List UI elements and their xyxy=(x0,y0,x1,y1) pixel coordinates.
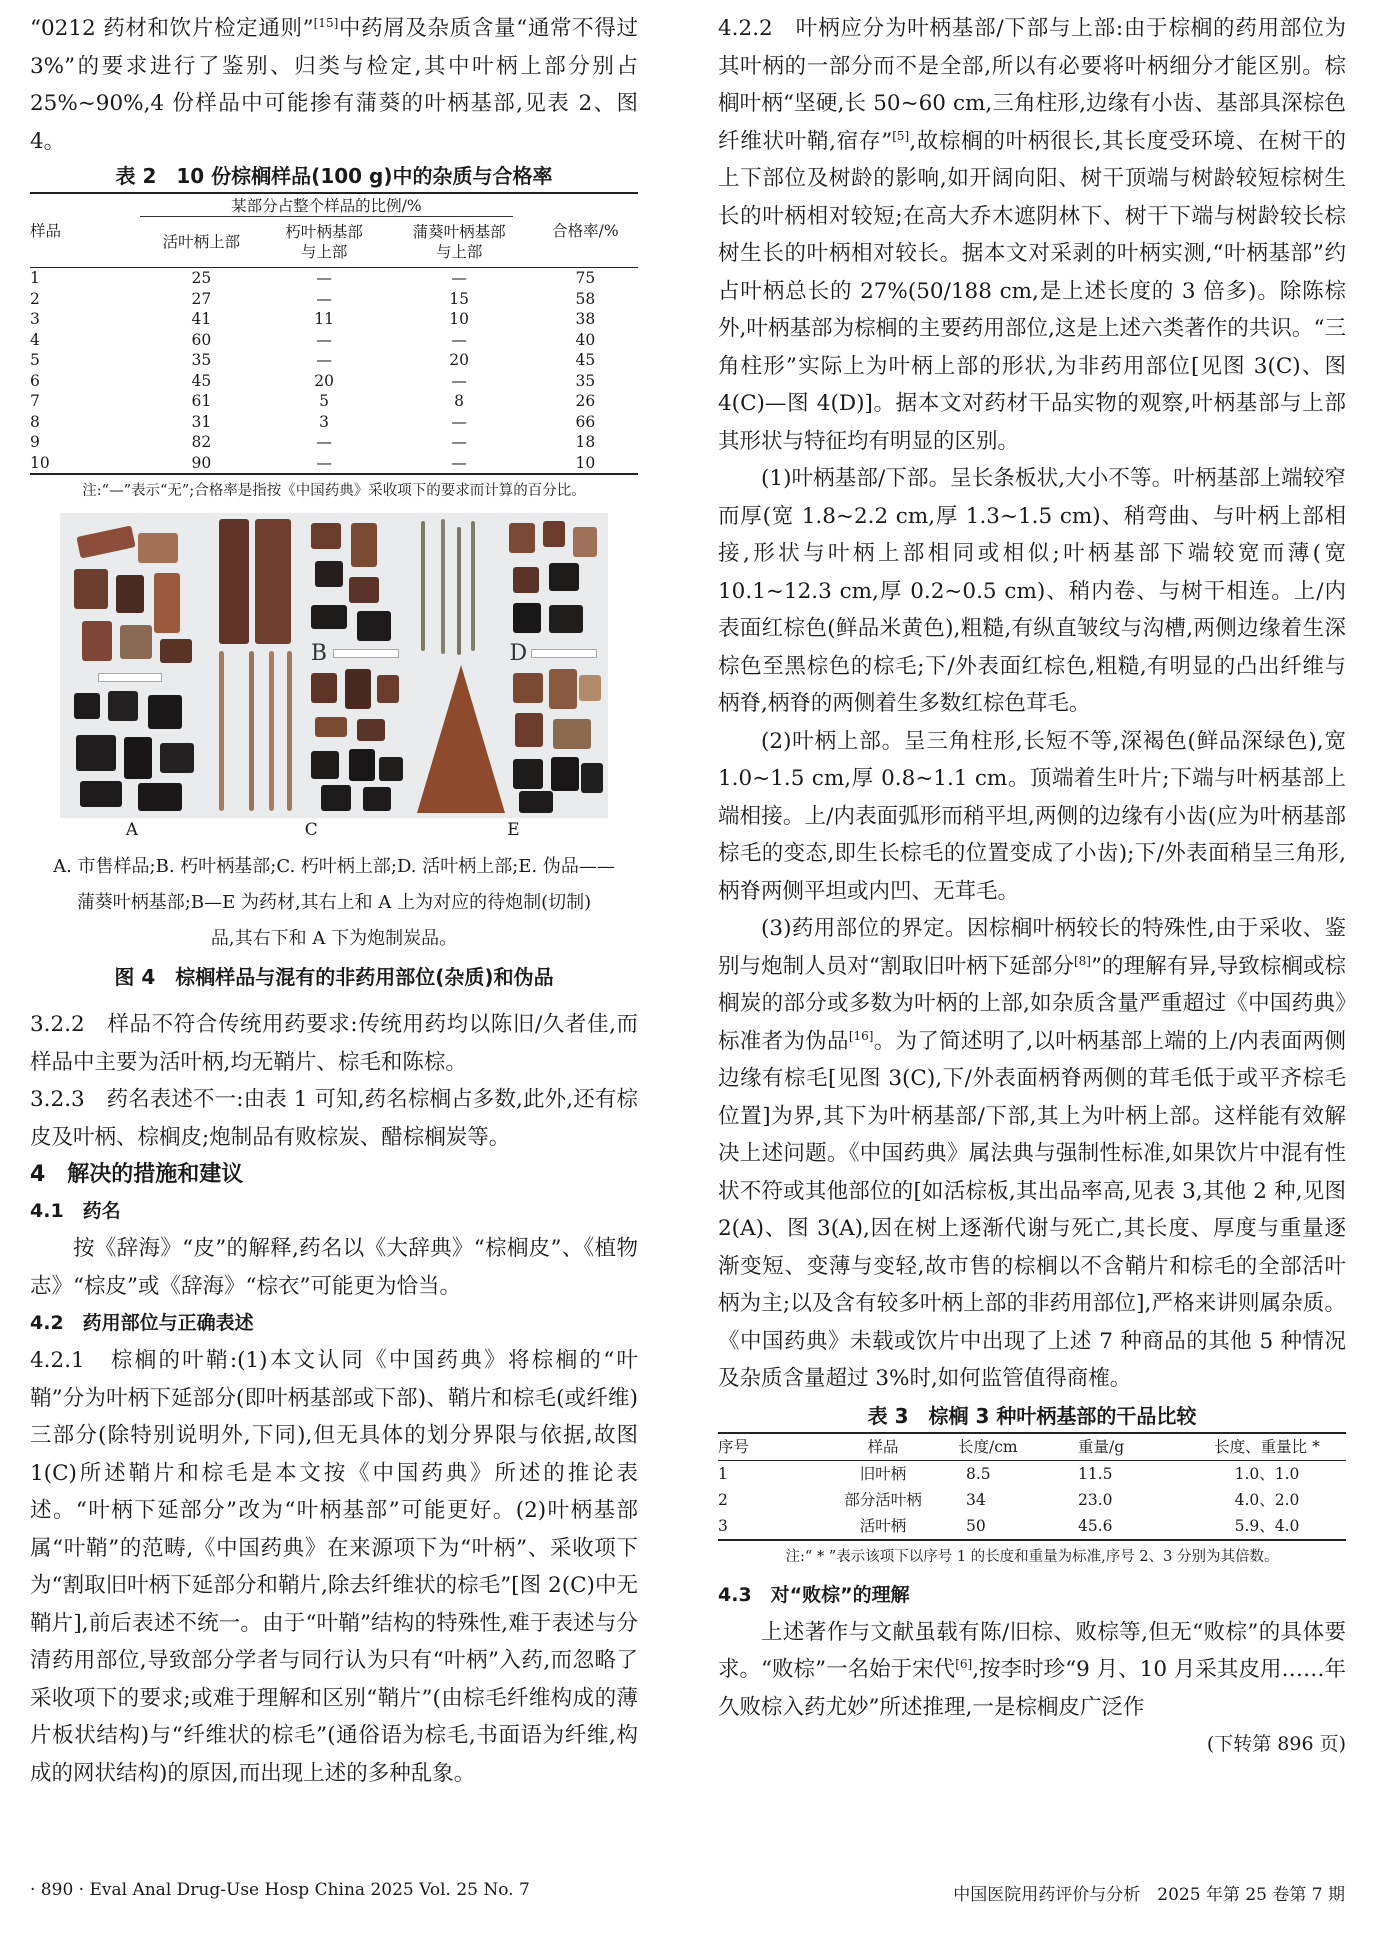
table2-cell-b: — xyxy=(316,330,332,349)
text: ”的理解有异,导致棕榈或棕榈炭的部分或多数为叶柄的上部,如杂质含量严重超过《中国药典》标准者为伪品 xyxy=(718,953,1347,1054)
table2-header-rotten xyxy=(263,217,386,268)
citation-6[interactable]: [6] xyxy=(955,1656,973,1671)
figure4-panel-b-c xyxy=(211,513,410,818)
table2-cell-a: 61 xyxy=(191,392,212,410)
panel-label-e: E xyxy=(507,820,520,840)
table2-cell-a: 31 xyxy=(191,412,212,431)
table2-cell-b: 20 xyxy=(314,371,334,390)
citation-16[interactable]: [16] xyxy=(848,1028,874,1043)
table3 xyxy=(718,1432,1346,1541)
table2-cell-a: 90 xyxy=(191,453,212,472)
table3-cell-sample: 旧叶柄 xyxy=(859,1464,907,1483)
table2-cell-rate: 10 xyxy=(575,453,596,472)
table-row xyxy=(30,371,638,392)
text: (3)药用部位的界定。因棕榈叶柄较长的特殊性,由于采收、鉴别与炮制人员对“割取旧叶柄下延部分 xyxy=(718,916,1346,979)
table2-cell-c: — xyxy=(451,453,467,472)
table2-cell-rate: 26 xyxy=(575,392,596,410)
table2-header-fan-palm xyxy=(385,217,532,268)
table2-cell-c: — xyxy=(451,371,467,390)
table2-cell-rate: 45 xyxy=(575,351,596,369)
table3-cell-len: 34 xyxy=(966,1490,986,1509)
header-line: 与上部 xyxy=(300,243,348,261)
table2-cell-id: 1 xyxy=(30,269,40,287)
table2-cell-a: 25 xyxy=(191,269,212,287)
table2-cell-b: 11 xyxy=(314,310,334,328)
table2-cell-c: 10 xyxy=(449,310,469,328)
table2-cell-c: — xyxy=(451,412,467,431)
continued-notice: (下转第 896 页) xyxy=(1206,1733,1346,1755)
table2-cell-b: 5 xyxy=(319,392,330,410)
intro-text-rest: 中药屑及杂质含量“通常不得过 3%”的要求进行了鉴别、归类与检定,其中叶柄上部分别占 25%~90%,4 份样品中可能掺有蒲葵的叶柄基部,见表 2、图 4。 xyxy=(30,16,638,154)
table2-cell-c: — xyxy=(451,433,467,451)
table2-header-live-upper: 活叶柄上部 xyxy=(162,233,241,251)
table3-cell-ratio: 1.0、1.0 xyxy=(1234,1464,1300,1483)
header-line: 朽叶柄基部 xyxy=(285,223,363,241)
heading-4-2: 4.2 药用部位与正确表述 xyxy=(30,1312,254,1334)
figure4-caption-line3: 品,其右下和 A 下为炮制炭品。 xyxy=(210,928,458,949)
heading-4-1: 4.1 药名 xyxy=(30,1200,121,1222)
table3-cell-id: 1 xyxy=(718,1464,728,1483)
table2-cell-rate: 35 xyxy=(575,371,596,390)
table2-cell-c: — xyxy=(451,330,467,349)
table-row xyxy=(30,309,638,330)
panel-label-c: C xyxy=(304,820,318,840)
table3-cell-ratio: 5.9、4.0 xyxy=(1234,1516,1300,1535)
section-3-2-2: 3.2.2 样品不符合传统用药要求:传统用药均以陈旧/久者佳,而样品中主要为活叶柄,均无鞘片、棕毛和陈棕。 xyxy=(30,1012,638,1075)
table-row xyxy=(30,268,638,289)
figure4-caption-line2: 蒲葵叶柄基部;B—E 为药材,其右上和 A 上为对应的待炮制(切制) xyxy=(76,892,592,913)
text: 上述著作与文献虽载有陈/旧棕、败棕等,但无“败棕”的具体要求。“败棕”一名始于宋代 xyxy=(718,1619,1346,1682)
table-row xyxy=(30,330,638,351)
text: ,故棕榈的叶柄很长,其长度受环境、在树干的上下部位及树龄的影响,如开阔向阳、树干顶端与树龄较短棕树生长的叶柄相对较短;在高大乔木遮阴林下、树干下端与树龄较长棕树生长的叶柄相对较长。据本文对采剥的叶柄实测,“叶柄基部”约占叶柄总长的 27%(50/188 cm,是上述长度的 3 倍多)。除陈棕外,叶柄基部为棕榈的主要药用部位,这是上述六类著作的共识。“三角柱形”实际上为叶柄上部的形状,为非药用部位[见图 3(C)、图 4(C)—图 4(D)]。据本文对药材干品实物的观察,叶柄基部与上部其形状与特征均有明显的区别。 xyxy=(718,128,1347,454)
table3-cell-id: 3 xyxy=(718,1516,728,1535)
table2-cell-id: 3 xyxy=(30,310,40,328)
table2-cell-id: 4 xyxy=(30,330,40,349)
table2-cell-b: — xyxy=(316,351,332,369)
citation-8[interactable]: [8] xyxy=(1073,953,1091,968)
table2-cell-b: 3 xyxy=(319,412,330,431)
table3-body xyxy=(718,1460,1346,1540)
table3-note: 注:“ * ”表示该项下以序号 1 的长度和重量为标准,序号 2、3 分别为其倍数。 xyxy=(785,1548,1279,1565)
table-row xyxy=(718,1487,1346,1513)
table3-header-id: 序号 xyxy=(718,1437,750,1456)
table2-cell-id: 7 xyxy=(30,392,40,410)
paragraph-petiole-base: (1)叶柄基部/下部。呈长条板状,大小不等。叶柄基部上端较窄而厚(宽 1.8~2.2 cm,厚 1.3~1.5 cm)、稍弯曲、与叶柄上部相接,形状与叶柄上部相同或相似;叶柄基部下端较宽而薄(宽 10.1~12.3 cm,厚 0.2~0.5 cm)、稍内卷、与树干相连。上/内表面红棕色(鲜品米黄色),粗糙,有纵直皱纹与沟槽,两侧边缘着生深棕色至黑棕色的棕毛;下/外表面红棕色,粗糙,有明显的凸出纤维与柄脊,柄脊的两侧着生多数红棕色茸毛。 xyxy=(718,466,1346,716)
table2-cell-id: 10 xyxy=(30,453,50,472)
table2-header-rate: 合格率/% xyxy=(552,221,619,240)
left-column xyxy=(30,0,638,1792)
text: 。为了简述明了,以叶柄基部上端的上/内表面两侧边缘有棕毛[见图 3(C),下/外表面柄脊两侧的茸毛低于或平齐棕毛位置]为界,其下为叶柄基部/下部,其上为叶柄上部。这样能有效解决上述问题。《中国药典》属法典与强制性标准,如果饮片中混有性状不符或其他部位的[如活棕板,其出品率高,见表 3,其他 2 种,见图 2(A)、图 3(A),因在树上逐渐代谢与死亡,其长度、厚度与重量逐渐变短、变薄与变轻,故市售的棕榈以不含鞘片和棕毛的全部活叶柄为主;以及含有较多叶柄上部的非药用部位],严格来讲则属杂质。《中国药典》未载或饮片中出现了上述 7 种商品的其他 5 种情况及杂质含量超过 3%时,如何监管值得商榷。 xyxy=(718,1028,1346,1391)
footer-left: · 890 · Eval Anal Drug-Use Hosp China 2025 Vol. 25 No. 7 xyxy=(30,1880,530,1900)
text: 4.2.2 叶柄应分为叶柄基部/下部与上部:由于棕榈的药用部位为其叶柄的一部分而不是全部,所以有必要将叶柄细分才能区别。棕榈叶柄“坚硬,长 50~60 cm,三角柱形,边缘有小齿、基部具深棕色纤维状叶鞘,宿存” xyxy=(718,16,1346,154)
section-4-2-2 xyxy=(718,10,1346,460)
table2-cell-a: 45 xyxy=(191,371,212,390)
table2-cell-a: 41 xyxy=(191,310,212,328)
table2-cell-rate: 66 xyxy=(575,412,596,431)
table3-cell-wt: 45.6 xyxy=(1078,1516,1113,1535)
table2-cell-c: 8 xyxy=(454,392,465,410)
table2-cell-c: — xyxy=(451,269,467,287)
figure4-caption-line1: A. 市售样品;B. 朽叶柄基部;C. 朽叶柄上部;D. 活叶柄上部;E. 伪品—— xyxy=(53,856,615,877)
table2-cell-a: 35 xyxy=(191,351,212,369)
paragraph-4-1: 按《辞海》“皮”的解释,药名以《大辞典》“棕榈皮”、《植物志》“棕皮”或《辞海》“棕衣”可能更为恰当。 xyxy=(30,1236,638,1299)
figure4-panel-d-e xyxy=(409,513,608,818)
table3-cell-len: 50 xyxy=(966,1516,986,1535)
table2-group-header xyxy=(140,193,533,217)
panel-label-a: A xyxy=(125,820,138,840)
panel-label-d: D xyxy=(509,641,528,666)
right-column xyxy=(718,0,1346,1764)
table-row xyxy=(30,432,638,453)
table2-note: 注:“—”表示“无”;合格率是指按《中国药典》采收项下的要求而计算的百分比。 xyxy=(82,483,586,499)
panel-label-b: B xyxy=(310,641,328,666)
table2-cell-a: 60 xyxy=(191,330,212,349)
table-row xyxy=(30,289,638,310)
table2-cell-rate: 18 xyxy=(575,433,596,451)
citation-15[interactable]: [15] xyxy=(313,15,339,30)
paragraph-petiole-upper: (2)叶柄上部。呈三角柱形,长短不等,深褐色(鲜品深绿色),宽 1.0~1.5 cm,厚 0.8~1.1 cm。顶端着生叶片;下端与叶柄基部上端相接。上/内表面弧形而稍平坦,两侧的边缘有小齿(应为叶柄基部棕毛的变态,即生长棕毛的位置变成了小齿);下/外表面稍呈三角形,柄脊两侧平坦或内凹、无茸毛。 xyxy=(718,728,1346,904)
table3-cell-sample: 活叶柄 xyxy=(859,1516,907,1535)
table2-cell-rate: 58 xyxy=(575,289,596,308)
text: ,按李时珍“9 月、10 月采其皮用……年久败棕入药尤妙”所述推理,一是棕榈皮广泛作 xyxy=(718,1657,1346,1720)
section-3-2-3: 3.2.3 药名表述不一:由表 1 可知,药名棕榈占多数,此外,还有棕皮及叶柄、棕榈皮;炮制品有败棕炭、醋棕榈炭等。 xyxy=(30,1087,638,1150)
table2-body xyxy=(30,268,638,475)
table2-cell-b: — xyxy=(316,453,332,472)
table2-header-sample: 样品 xyxy=(30,221,62,240)
table-row xyxy=(718,1460,1346,1487)
table-row xyxy=(30,350,638,371)
table3-cell-sample: 部分活叶柄 xyxy=(844,1490,922,1509)
table2-cell-id: 2 xyxy=(30,289,40,308)
table-row xyxy=(30,453,638,475)
table-row xyxy=(718,1513,1346,1540)
table2-cell-rate: 38 xyxy=(575,310,596,328)
table3-caption: 表 3 棕榈 3 种叶柄基部的干品比较 xyxy=(867,1403,1197,1428)
header-line: 与上部 xyxy=(435,243,483,261)
footer-right: 中国医院用药评价与分析 2025 年第 25 卷第 7 期 xyxy=(953,1885,1345,1905)
table3-header-length: 长度/cm xyxy=(958,1437,1018,1456)
table2-cell-a: 82 xyxy=(191,433,212,451)
table2-cell-id: 8 xyxy=(30,412,40,431)
table2-cell-b: — xyxy=(316,289,332,308)
table2-cell-rate: 75 xyxy=(575,269,596,287)
table2-cell-rate: 40 xyxy=(575,330,596,349)
table2-cell-id: 6 xyxy=(30,371,40,390)
table3-cell-len: 8.5 xyxy=(966,1464,991,1483)
table3-header-weight: 重量/g xyxy=(1078,1437,1125,1456)
figure4-panel-a xyxy=(60,513,211,818)
paragraph-4-3 xyxy=(718,1614,1346,1727)
table3-cell-id: 2 xyxy=(718,1490,728,1509)
heading-section-4: 4 解决的措施和建议 xyxy=(30,1162,244,1187)
figure4-photos xyxy=(30,513,638,818)
table2-cell-a: 27 xyxy=(191,289,212,308)
table2-cell-b: — xyxy=(316,433,332,451)
citation-5[interactable]: [5] xyxy=(892,128,910,143)
table2-caption: 表 2 10 份棕榈样品(100 g)中的杂质与合格率 xyxy=(115,164,553,188)
group-header-text: 某部分占整个样品的比例/% xyxy=(140,196,513,217)
table2-cell-b: — xyxy=(316,269,332,287)
figure4-title: 图 4 棕榈样品与混有的非药用部位(杂质)和伪品 xyxy=(114,965,554,989)
table3-cell-wt: 11.5 xyxy=(1078,1464,1113,1483)
table2-cell-id: 9 xyxy=(30,433,40,451)
header-line: 蒲葵叶柄基部 xyxy=(412,223,506,241)
table2-cell-c: 15 xyxy=(449,289,469,308)
table2-cell-id: 5 xyxy=(30,351,40,369)
section-4-2-1: 4.2.1 棕榈的叶鞘:(1)本文认同《中国药典》将棕榈的“叶鞘”分为叶柄下延部分(即叶柄基部或下部)、鞘片和棕毛(或纤维)三部分(除特别说明外,下同),但无具体的划分界限与依据,故图 1(C)所述鞘片和棕毛是本文按《中国药典》所述的推论表述。“叶柄下延部分”改为“叶柄基部”可能更好。(2)叶柄基部属“叶鞘”的范畴,《中国药典》在来源项下为“叶柄”、采收项下为“割取旧叶柄下延部分和鞘片,除去纤维状的棕毛”[图 2(C)中无鞘片],前后表述不统一。由于“叶鞘”结构的特殊性,难于表述与分清药用部位,导致部分学者与同行认为只有“叶柄”入药,而忽略了采收项下的要求;或难于理解和区别“鞘片”(由棕毛纤维构成的薄片板状结构)与“纤维状的棕毛”(通俗语为棕毛,书面语为纤维,构成的网状结构)的原因,而出现上述的多种乱象。 xyxy=(30,1348,638,1786)
table-row xyxy=(30,391,638,412)
intro-text: “0212 药材和饮片检定通则” xyxy=(30,16,314,41)
table3-cell-wt: 23.0 xyxy=(1078,1490,1113,1509)
table3-header-sample: 样品 xyxy=(867,1437,899,1456)
table3-header-ratio: 长度、重量比 * xyxy=(1214,1437,1320,1456)
paragraph-definition xyxy=(718,910,1346,1398)
table3-cell-ratio: 4.0、2.0 xyxy=(1234,1490,1300,1509)
intro-paragraph xyxy=(30,10,638,160)
heading-4-3: 4.3 对“败棕”的理解 xyxy=(718,1583,910,1606)
table-row xyxy=(30,412,638,433)
table2 xyxy=(30,192,638,475)
table2-cell-c: 20 xyxy=(449,351,469,369)
figure4-panel-labels xyxy=(30,820,638,840)
